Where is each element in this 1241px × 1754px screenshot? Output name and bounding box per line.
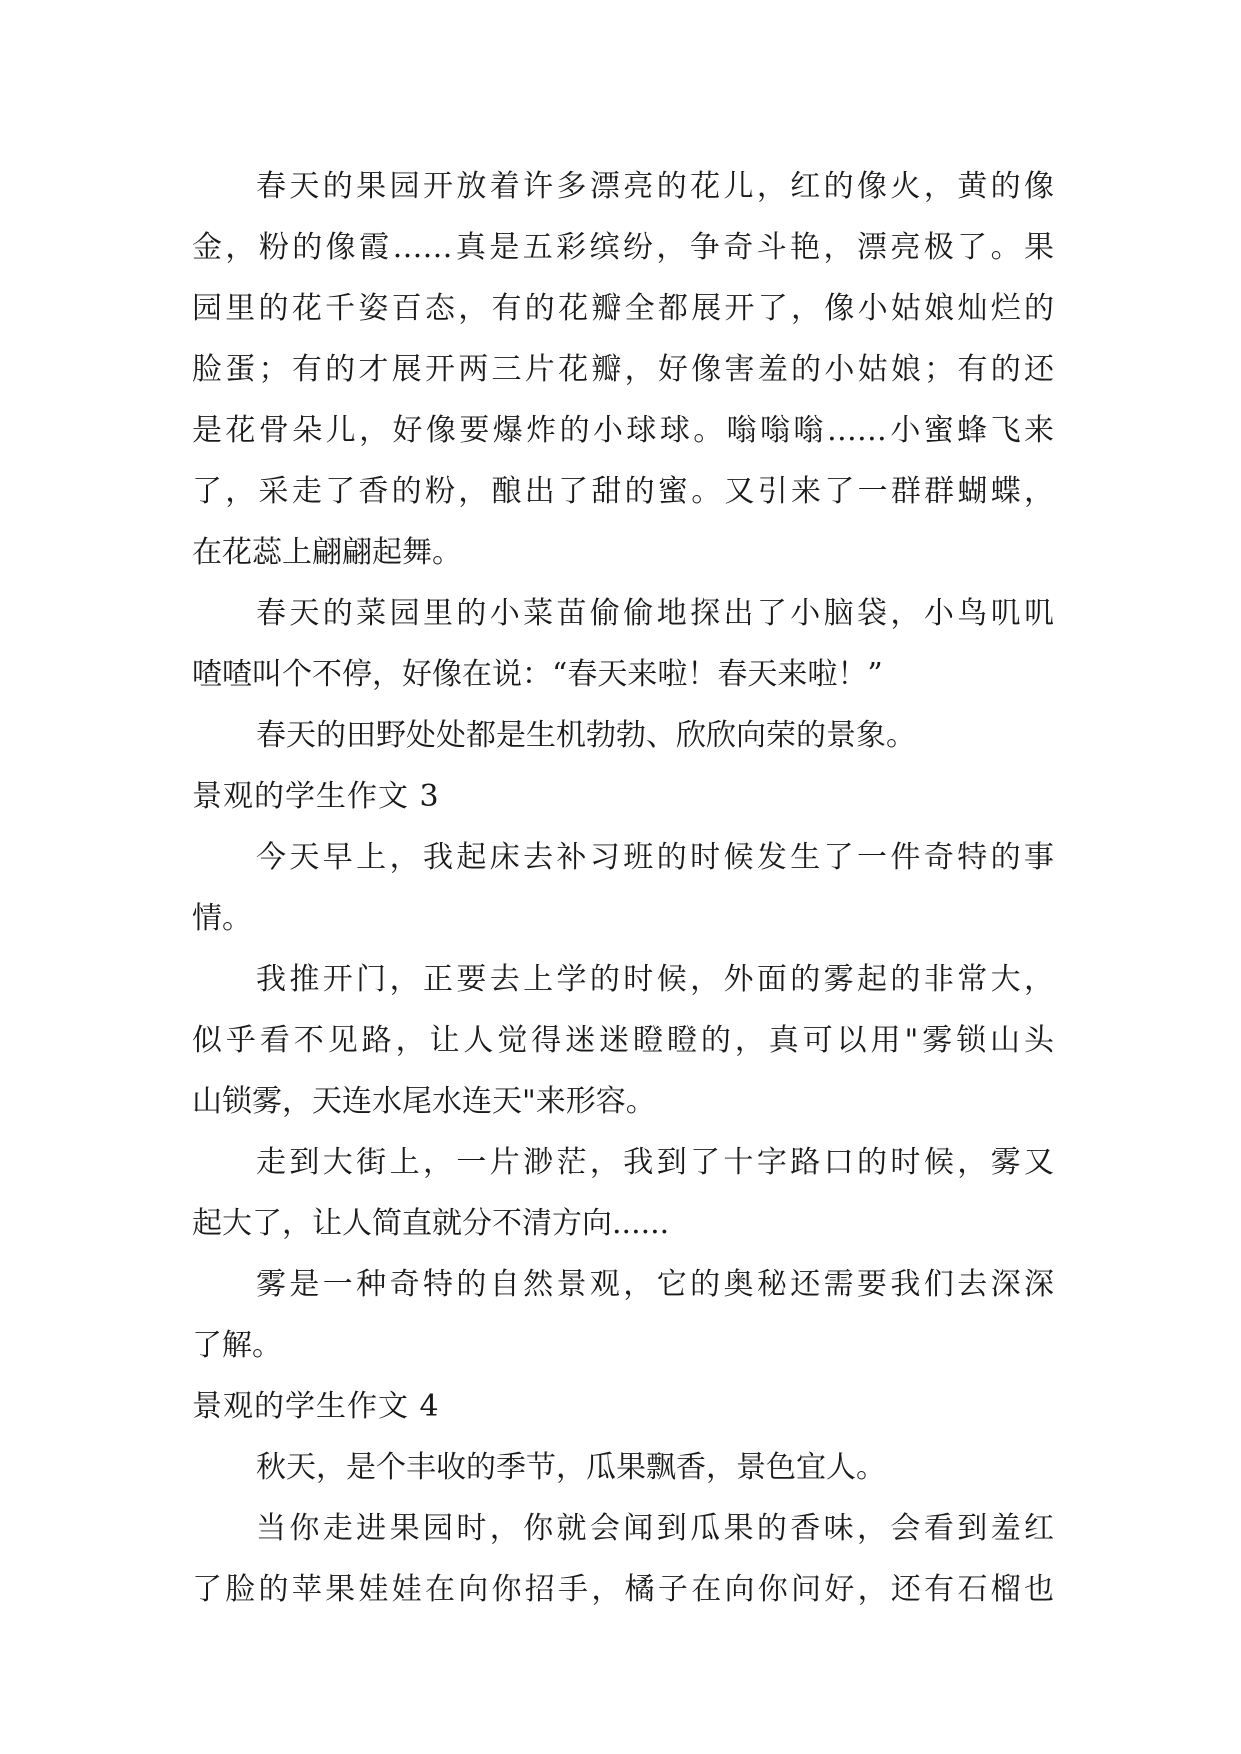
text-line: 我推开门，正要去上学的时候，外面的雾起的非常大， [256,962,1054,997]
text-line: 情。 [192,901,252,936]
text-line: 当你走进果园时，你就会闻到瓜果的香味，会看到羞红 [256,1511,1054,1546]
text-line: 金，粉的像霞……真是五彩缤纷，争奇斗艳，漂亮极了。果 [192,230,1054,265]
text-line: 春天的菜园里的小菜苗偷偷地探出了小脑袋，小鸟叽叽 [256,596,1054,631]
text-line: 在花蕊上翩翩起舞。 [192,535,462,570]
text-line: 走到大街上，一片渺茫，我到了十字路口的时候，雾又 [256,1145,1054,1180]
text-line: 了，采走了香的粉，酿出了甜的蜜。又引来了一群群蝴蝶， [192,474,1054,509]
text-line: 山锁雾，天连水尾水连天"来形容。 [192,1084,656,1119]
text-line: 了解。 [192,1328,282,1363]
text-line: 园里的花千姿百态，有的花瓣全都展开了，像小姑娘灿烂的 [192,291,1054,326]
section-heading: 景观的学生作文 4 [192,1389,440,1424]
text-line: 似乎看不见路，让人觉得迷迷瞪瞪的，真可以用"雾锁山头 [192,1023,1054,1058]
text-line: 了脸的苹果娃娃在向你招手，橘子在向你问好，还有石榴也 [192,1572,1054,1607]
text-line: 脸蛋；有的才展开两三片花瓣，好像害羞的小姑娘；有的还 [192,352,1054,387]
document-body [192,156,1054,1620]
text-line: 起大了，让人简直就分不清方向...... [192,1206,670,1241]
text-line: 是花骨朵儿，好像要爆炸的小球球。嗡嗡嗡……小蜜蜂飞来 [192,413,1054,448]
text-line: 今天早上，我起床去补习班的时候发生了一件奇特的事 [256,840,1054,875]
text-line: 喳喳叫个不停，好像在说：“春天来啦！春天来啦！” [192,657,883,692]
text-line: 春天的田野处处都是生机勃勃、欣欣向荣的景象。 [256,718,916,753]
text-line: 春天的果园开放着许多漂亮的花儿，红的像火，黄的像 [256,169,1054,204]
text-line: 秋天，是个丰收的季节，瓜果飘香，景色宜人。 [256,1450,886,1485]
text-line: 雾是一种奇特的自然景观，它的奥秘还需要我们去深深 [256,1267,1054,1302]
section-heading: 景观的学生作文 3 [192,779,440,814]
